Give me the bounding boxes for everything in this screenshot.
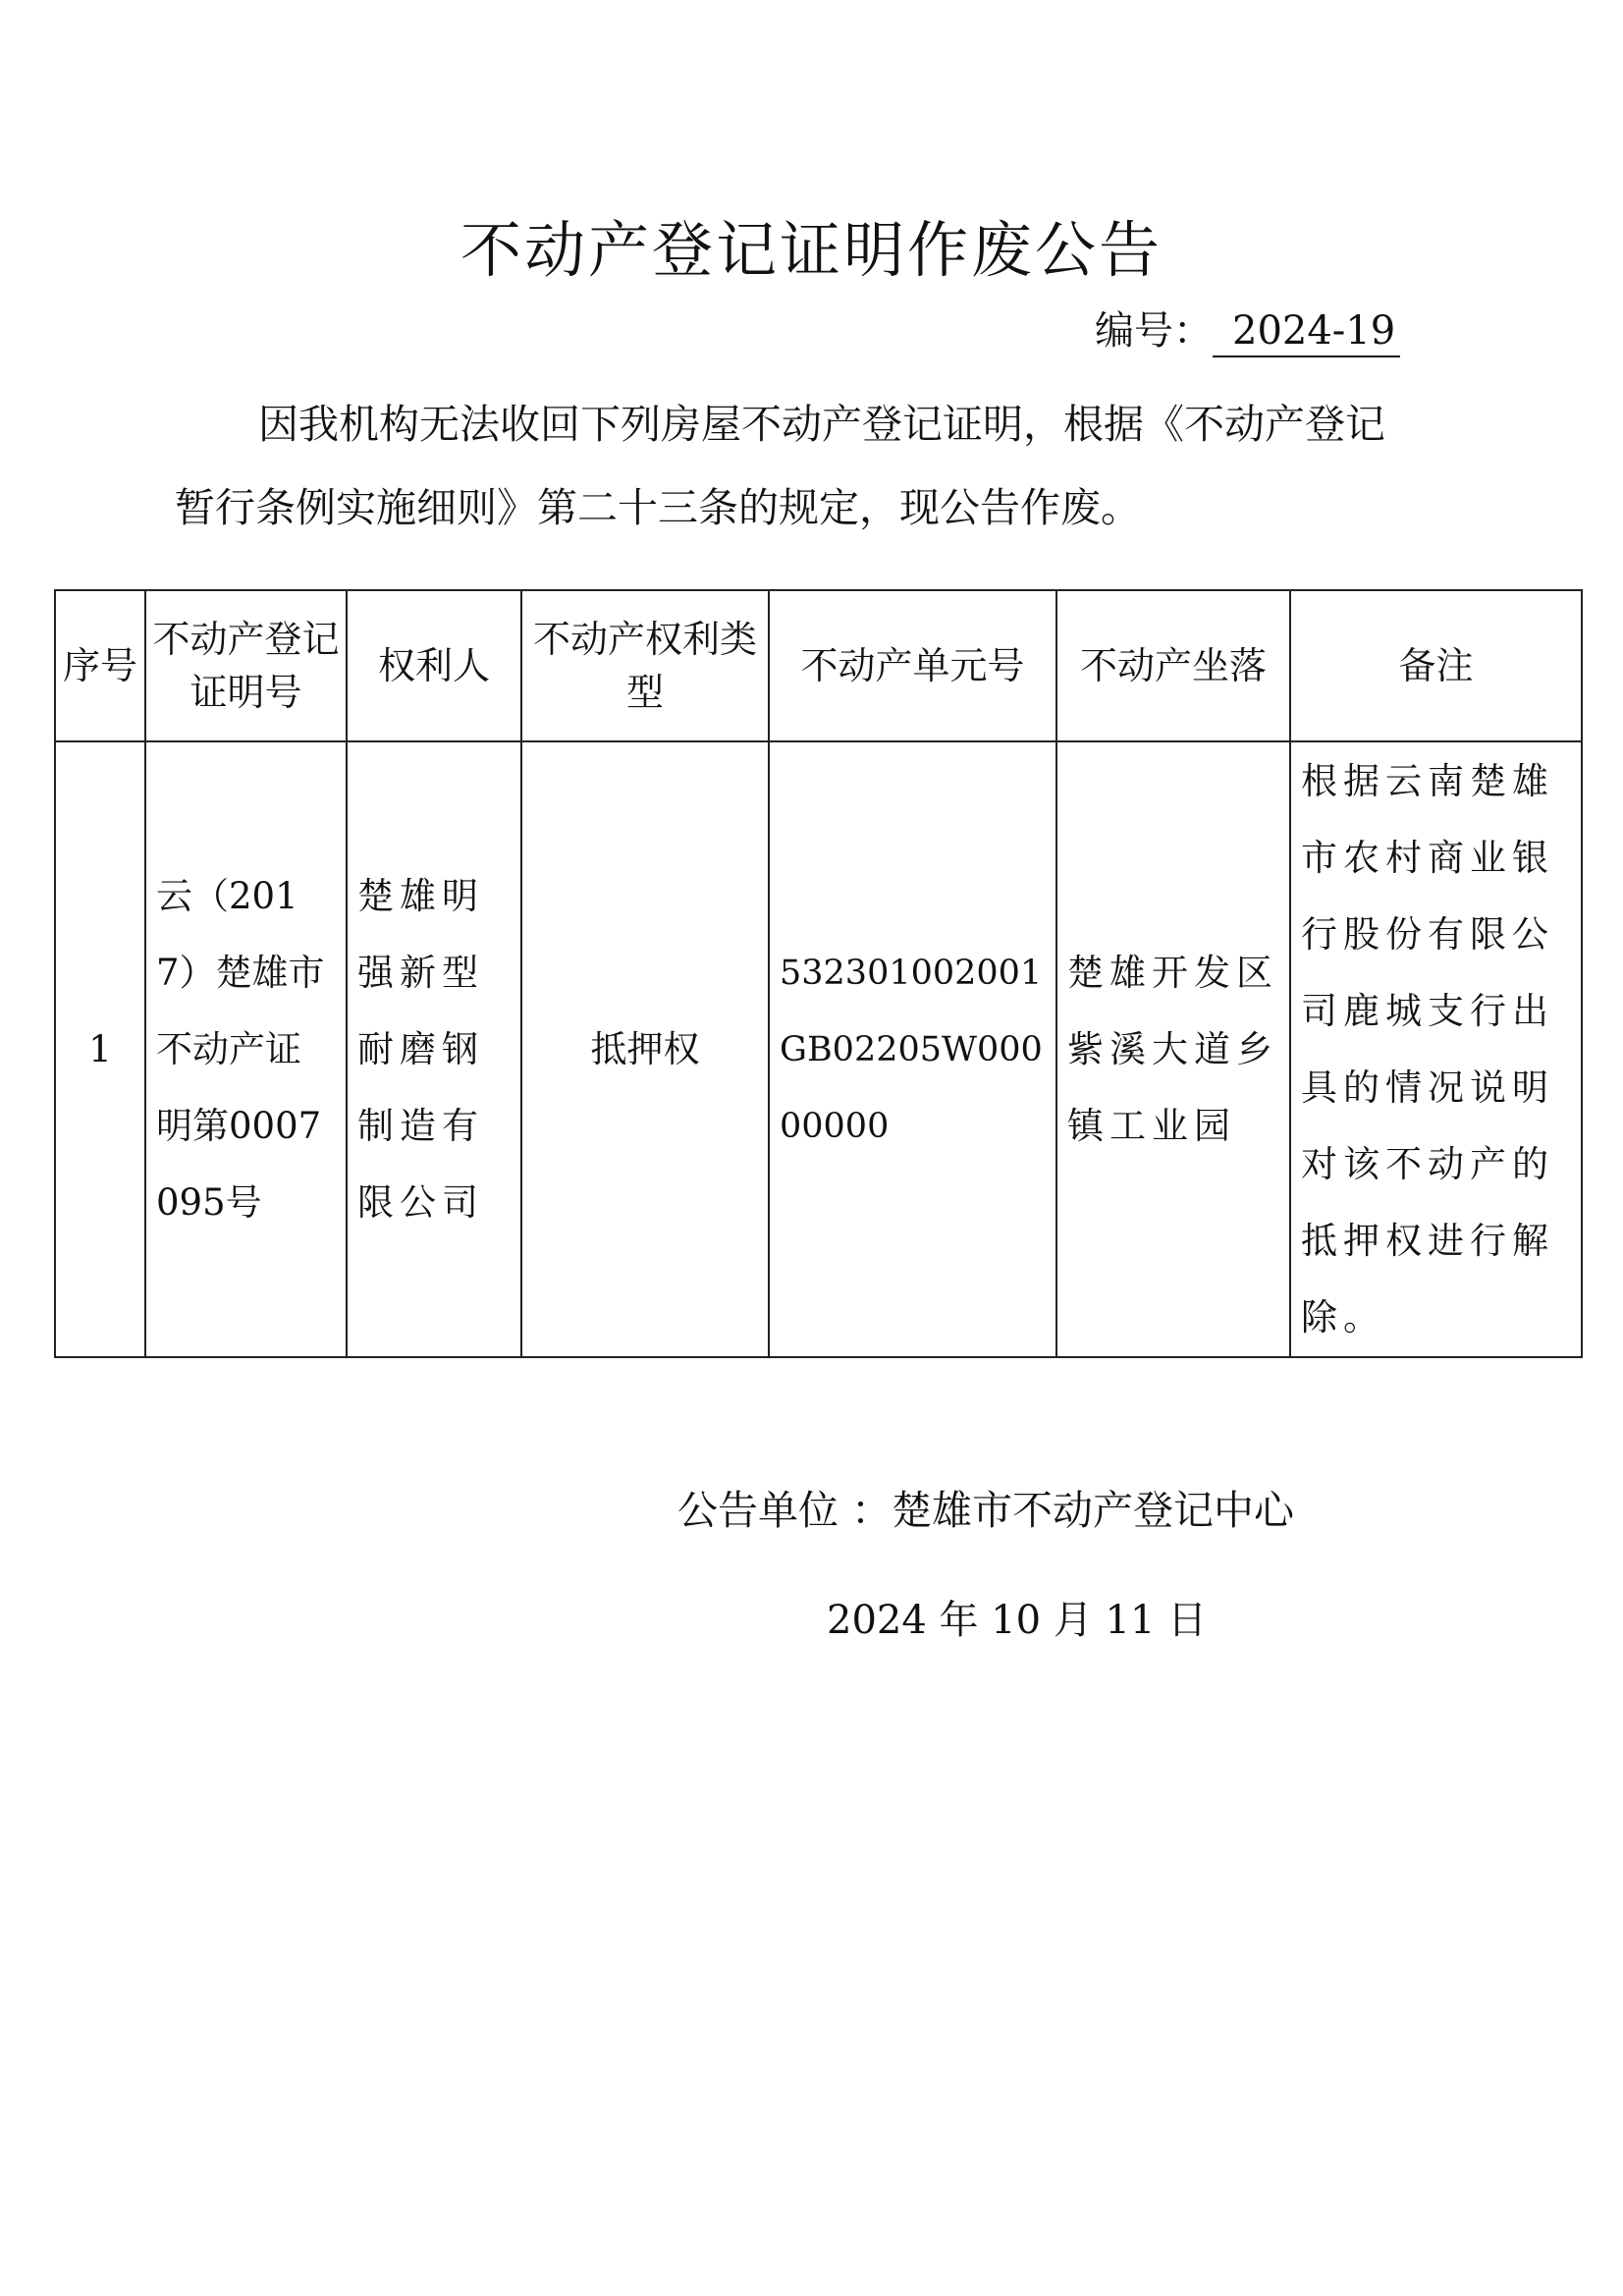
header-seq: 序号 — [55, 590, 145, 741]
cell-location: 楚雄开发区紫溪大道乡镇工业园 — [1056, 741, 1290, 1357]
header-owner: 权利人 — [347, 590, 521, 741]
certificate-table — [54, 589, 1583, 1358]
issuer — [677, 1478, 1294, 1536]
document-number-label: 编号： — [1095, 308, 1213, 354]
page-title: 不动产登记证明作废公告 — [460, 214, 1163, 286]
document-number-value: 2024-19 — [1213, 308, 1400, 357]
cell-cert: 云（2017）楚雄市不动产证明第0007095号 — [145, 741, 347, 1357]
cell-unit: 532301002001GB02205W00000000 — [769, 741, 1056, 1357]
intro-paragraph — [175, 383, 1490, 550]
table-row — [55, 741, 1582, 1357]
cell-owner: 楚雄明强新型耐磨钢制造有限公司 — [347, 741, 521, 1357]
document-number — [1095, 300, 1400, 357]
intro-line-1: 因我机构无法收回下列房屋不动产登记证明，根据《不动产登记 — [258, 401, 1385, 448]
header-note: 备注 — [1290, 590, 1582, 741]
header-cert: 不动产登记证明号 — [145, 590, 347, 741]
header-unit: 不动产单元号 — [769, 590, 1056, 741]
table-header-row — [55, 590, 1582, 741]
cell-note: 根据云南楚雄市农村商业银行股份有限公司鹿城支行出具的情况说明对该不动产的抵押权进行解除。 — [1290, 741, 1582, 1357]
header-right-type: 不动产权利类型 — [521, 590, 769, 741]
cell-seq: 1 — [55, 741, 145, 1357]
cell-right-type: 抵押权 — [521, 741, 769, 1357]
issuer-label: 公告单位 ： — [677, 1487, 893, 1534]
header-location: 不动产坐落 — [1056, 590, 1290, 741]
issue-date: 2024 年 10 月 11 日 — [827, 1598, 1208, 1643]
issuer-name: 楚雄市不动产登记中心 — [892, 1487, 1295, 1534]
intro-line-2: 暂行条例实施细则》第二十三条的规定，现公告作废。 — [175, 484, 1141, 531]
